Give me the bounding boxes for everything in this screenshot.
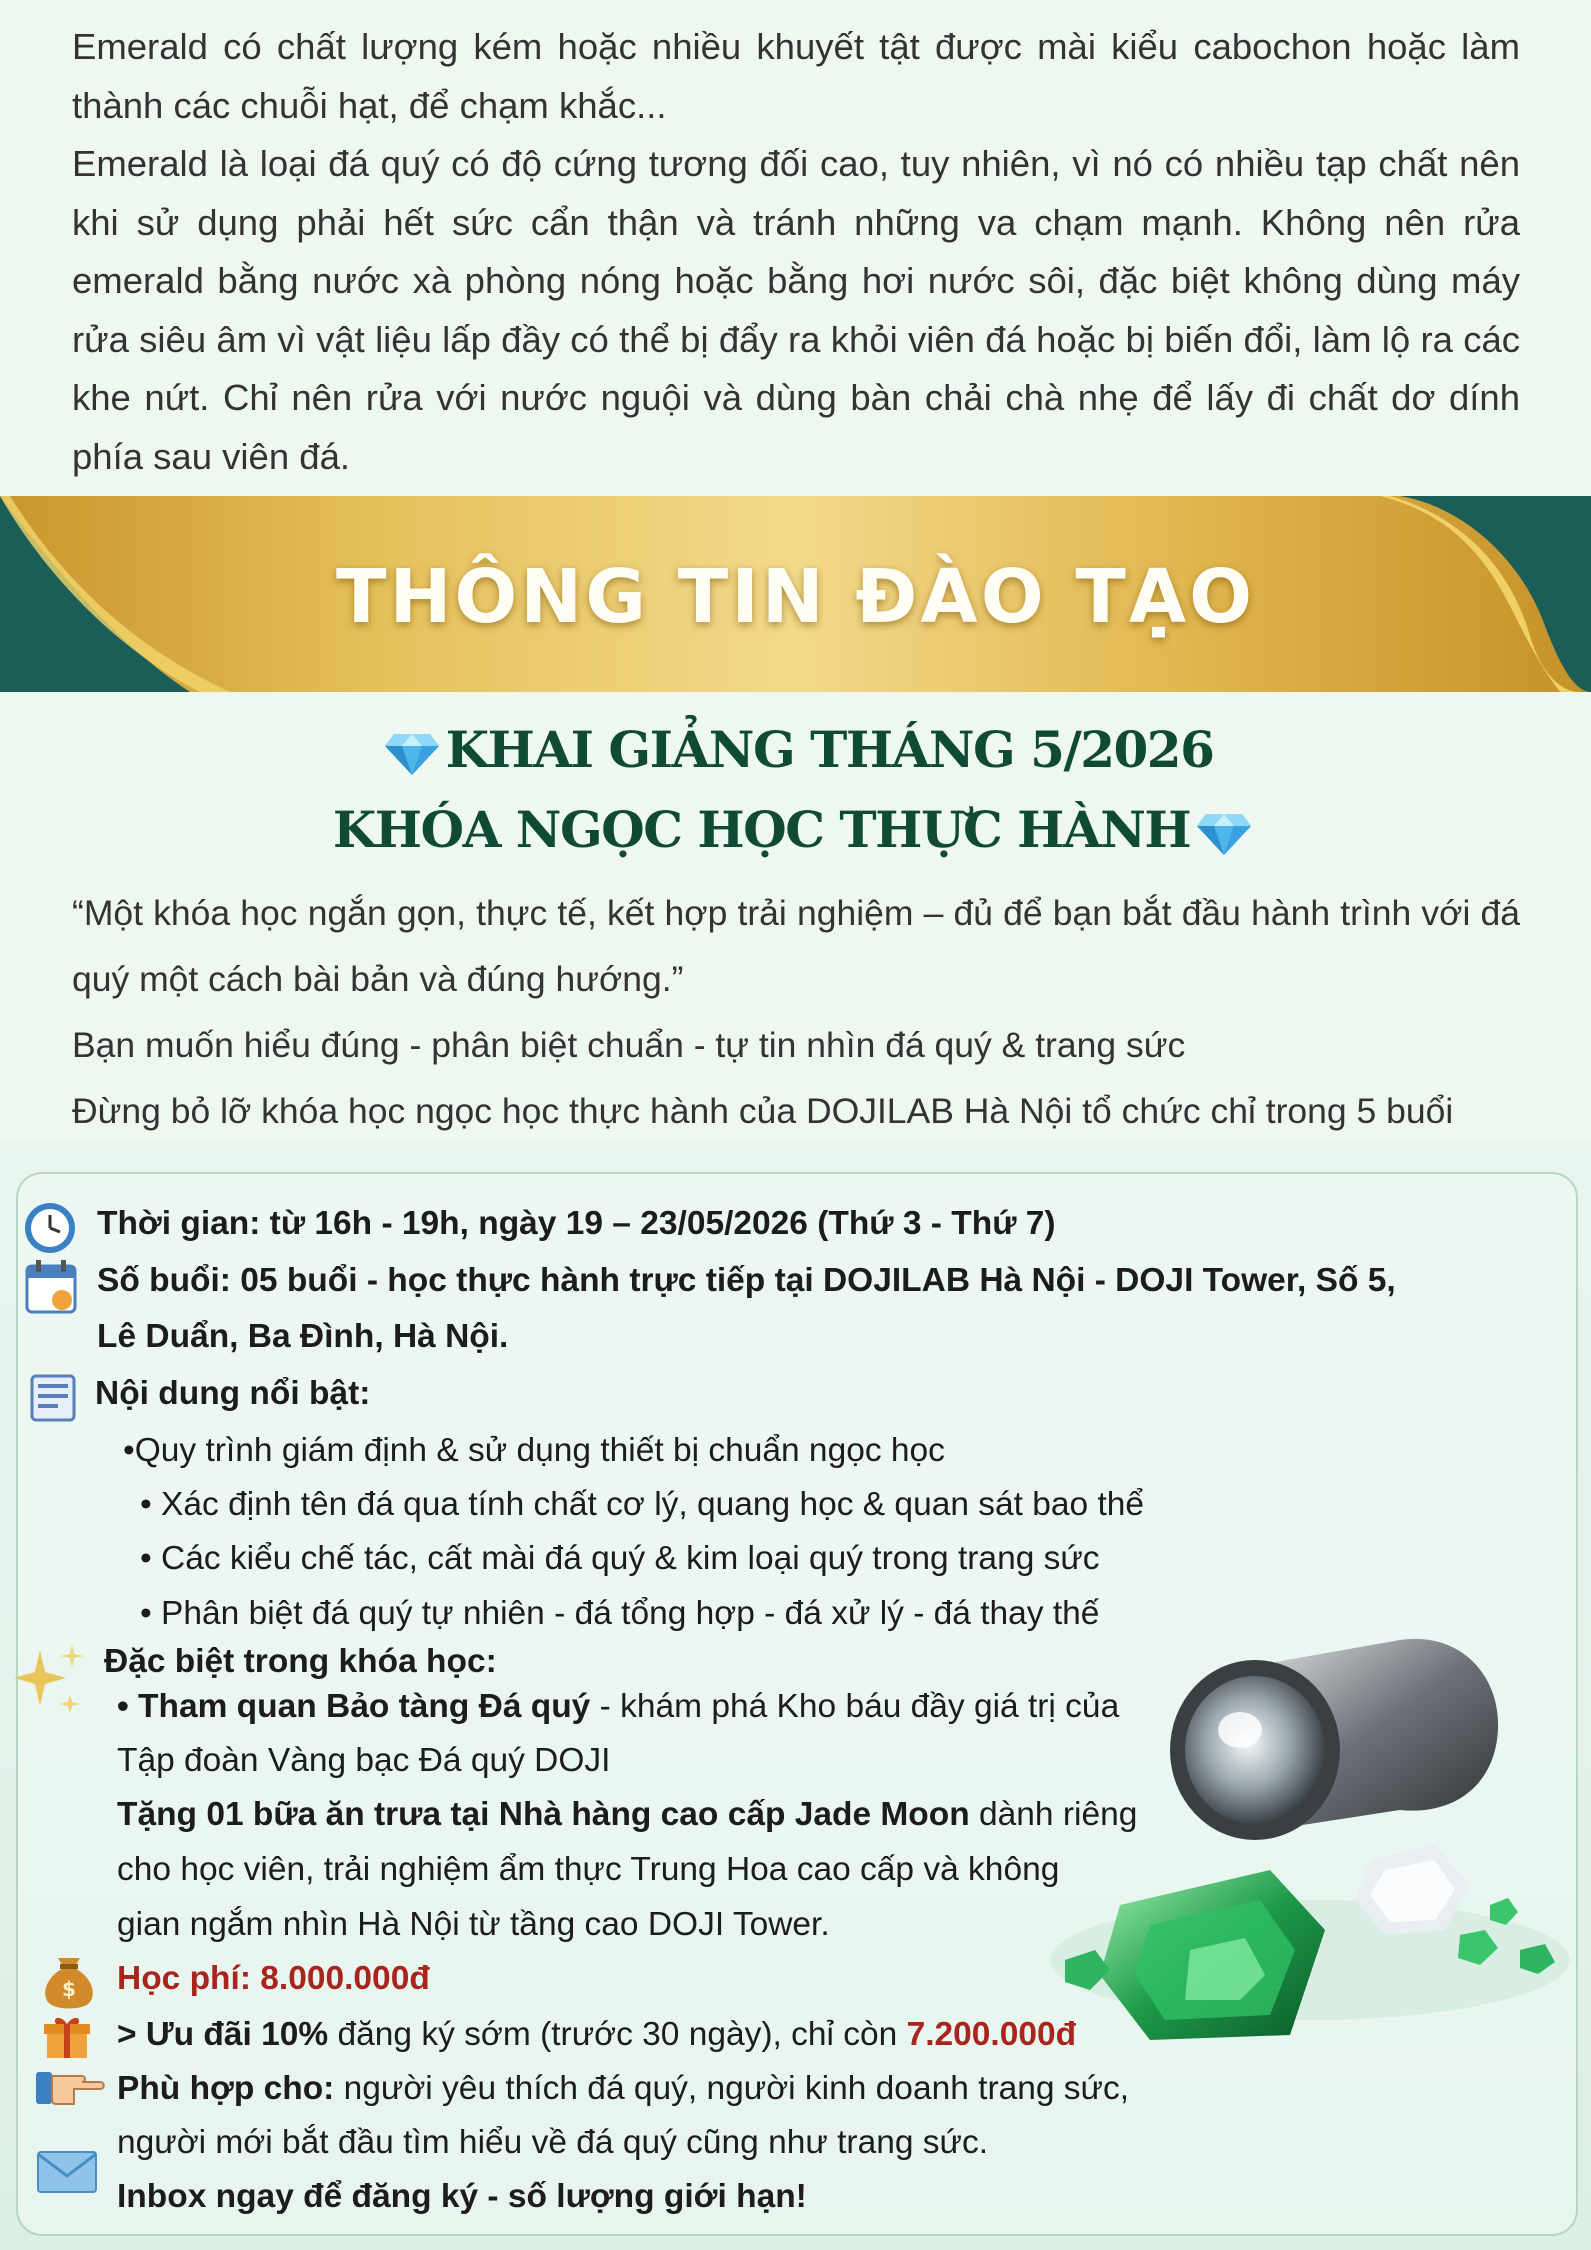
course-intro-line-3: Đừng bỏ lỡ khóa học ngọc học thực hành của DOJILAB Hà Nội tổ chức chỉ trong 5 buổi xyxy=(72,1091,1454,1131)
diamond-icon xyxy=(384,732,440,776)
sessions-info-line-1: Số buổi: 05 buổi - học thực hành trực tiếp tại DOJILAB Hà Nội - DOJI Tower, Số 5, xyxy=(97,1262,1396,1299)
lunch-line xyxy=(117,1796,1137,1834)
museum-line xyxy=(117,1688,1119,1726)
course-heading-text-1: KHAI GIẢNG THÁNG 5/2026 xyxy=(445,720,1214,779)
discount-rest: đăng ký sớm (trước 30 ngày), chỉ còn xyxy=(328,2016,907,2053)
lunch-bold: Tặng 01 bữa ăn trưa tại Nhà hàng cao cấp Jade Moon xyxy=(117,1796,970,1833)
museum-rest: - khám phá Kho báu đầy giá trị của xyxy=(590,1688,1120,1725)
article-text xyxy=(72,18,1520,486)
content-title: Nội dung nổi bật: xyxy=(95,1375,371,1412)
loupe-gems-illustration xyxy=(1040,1630,1580,2050)
fit-rest: người yêu thích đá quý, người kinh doanh trang sức, xyxy=(334,2070,1130,2107)
discount-bold: > Ưu đãi 10% xyxy=(117,2016,329,2053)
content-item: • Xác định tên đá qua tính chất cơ lý, quang học & quan sát bao thể xyxy=(140,1486,1145,1523)
money-bag-icon xyxy=(36,1948,102,2010)
fee-info: Học phí: 8.000.000đ xyxy=(117,1960,430,1997)
content-item: • Các kiểu chế tác, cất mài đá quý & kim loại quý trong trang sức xyxy=(140,1540,1100,1577)
course-intro xyxy=(72,880,1520,1144)
article-paragraph-2: Emerald là loại đá quý có độ cứng tương đối cao, tuy nhiên, vì nó có nhiều tạp chất nên khi sử dụng phải hết sức cẩn thận và tránh những va chạm mạnh. Không nên rửa emerald bằng nước xà phòng nóng hoặc bằng hơi nước sôi, đặc biệt không dùng máy rửa siêu âm vì vật liệu lấp đầy có thể bị đẩy ra khỏi viên đá hoặc bị biến đổi, làm lộ ra các khe nứt. Chỉ nên rửa với nước nguội và dùng bàn chải chà nhẹ để lấy đi chất dơ dính phía sau viên đá. xyxy=(72,143,1520,477)
fit-line-2: người mới bắt đầu tìm hiểu về đá quý cũng như trang sức. xyxy=(117,2124,988,2161)
course-intro-line-2: Bạn muốn hiểu đúng - phân biệt chuẩn - tự tin nhìn đá quý & trang sức xyxy=(72,1025,1186,1065)
museum-bold: • Tham quan Bảo tàng Đá quý xyxy=(117,1688,591,1725)
special-title: Đặc biệt trong khóa học: xyxy=(104,1643,497,1680)
fit-bold: Phù hợp cho: xyxy=(117,2070,335,2107)
article-paragraph-1: Emerald có chất lượng kém hoặc nhiều khuyết tật được mài kiểu cabochon hoặc làm thành các chuỗi hạt, để chạm khắc... xyxy=(72,26,1520,126)
discount-line xyxy=(117,2016,1076,2054)
clock-icon xyxy=(22,1200,78,1256)
lunch-rest: dành riêng xyxy=(969,1796,1138,1833)
lunch-line-3: gian ngắm nhìn Hà Nội từ tầng cao DOJI Tower. xyxy=(117,1906,830,1943)
sparkle-icon xyxy=(10,1640,90,1720)
banner-title: THÔNG TIN ĐÀO TẠO xyxy=(335,554,1256,640)
content-item: •Quy trình giám định & sử dụng thiết bị chuẩn ngọc học xyxy=(123,1432,945,1469)
sessions-info-line-2: Lê Duẩn, Ba Đình, Hà Nội. xyxy=(97,1318,509,1355)
lunch-line-2: cho học viên, trải nghiệm ẩm thực Trung Hoa cao cấp và không xyxy=(117,1851,1060,1888)
time-info: Thời gian: từ 16h - 19h, ngày 19 – 23/05/2026 (Thứ 3 - Thứ 7) xyxy=(97,1205,1056,1242)
course-heading xyxy=(0,710,1591,870)
course-quote: “Một khóa học ngắn gọn, thực tế, kết hợp trải nghiệm – đủ để bạn bắt đầu hành trình với đá quý một cách bài bản và đúng hướng.” xyxy=(72,893,1520,999)
inbox-call-to-action: Inbox ngay để đăng ký - số lượng giới hạn! xyxy=(117,2178,807,2215)
section-banner xyxy=(0,496,1591,692)
course-heading-text-2: KHÓA NGỌC HỌC THỰC HÀNH xyxy=(332,800,1191,859)
discount-price: 7.200.000đ xyxy=(906,2016,1077,2053)
fit-line xyxy=(117,2070,1129,2108)
list-icon xyxy=(28,1372,78,1424)
course-heading-line-2 xyxy=(0,790,1591,870)
pointing-hand-icon xyxy=(34,2062,106,2110)
course-heading-line-1 xyxy=(0,710,1591,790)
svg-text:$: $ xyxy=(62,1977,76,2001)
envelope-icon xyxy=(36,2150,98,2194)
museum-line-2: Tập đoàn Vàng bạc Đá quý DOJI xyxy=(117,1742,611,1779)
content-item: • Phân biệt đá quý tự nhiên - đá tổng hợp - đá xử lý - đá thay thế xyxy=(140,1595,1100,1632)
diamond-icon xyxy=(1196,812,1252,856)
calendar-icon xyxy=(24,1258,78,1316)
gift-icon xyxy=(42,2012,92,2062)
